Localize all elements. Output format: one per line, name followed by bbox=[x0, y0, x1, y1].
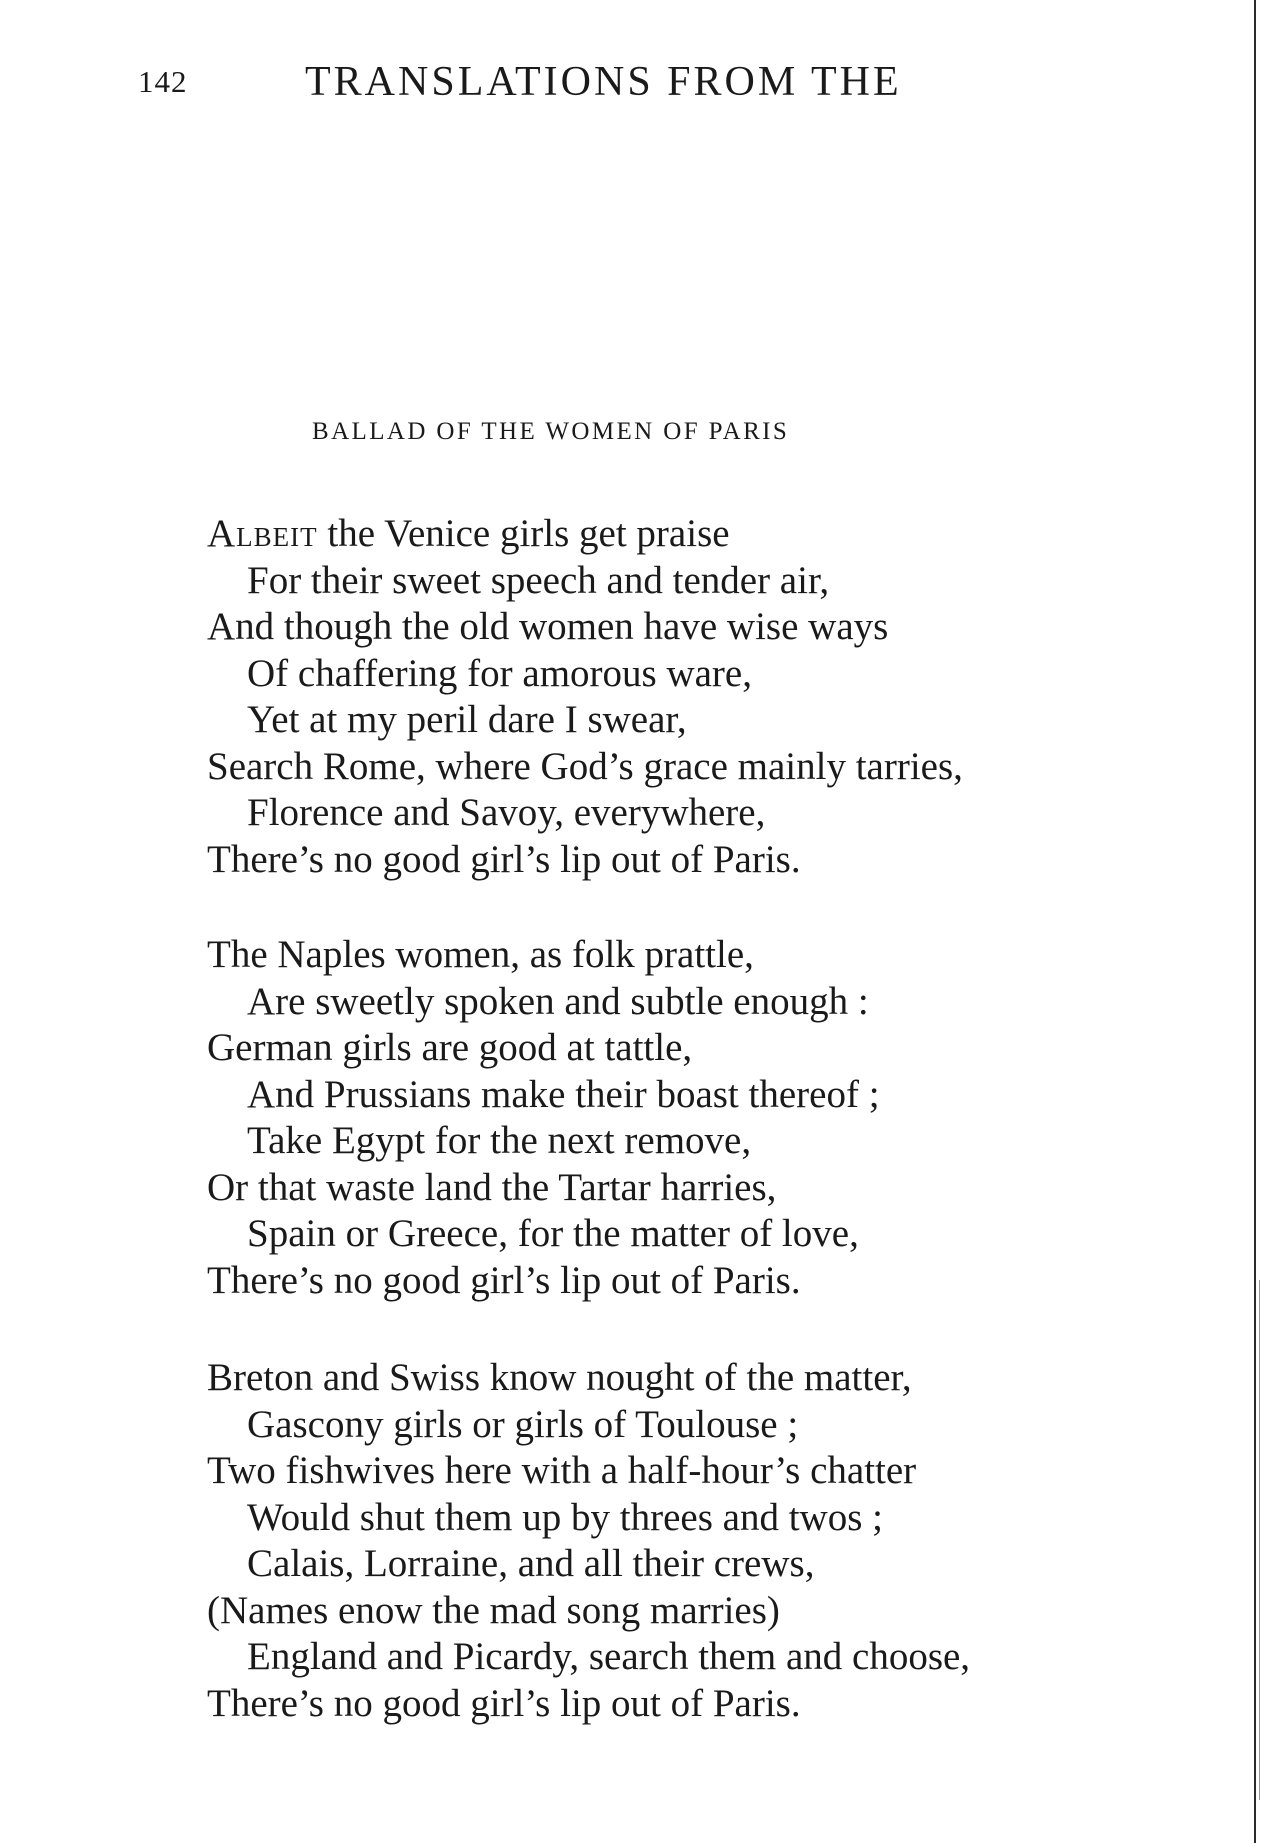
poem-line: German girls are good at tattle, bbox=[207, 1026, 693, 1069]
line-remainder: the Venice girls get praise bbox=[317, 512, 730, 555]
poem-line: Yet at my peril dare I swear, bbox=[247, 698, 687, 741]
poem-line: The Naples women, as folk prattle, bbox=[207, 933, 754, 976]
first-word: Albeit bbox=[207, 512, 318, 555]
stanza-3 bbox=[207, 1355, 1207, 1727]
page-binding-edge bbox=[1254, 0, 1256, 1843]
poem-line: (Names enow the mad song marries) bbox=[207, 1588, 780, 1632]
poem-line: Calais, Lorraine, and all their crews, bbox=[247, 1542, 815, 1585]
refrain-line: There’s no good girl’s lip out of Paris. bbox=[207, 1258, 801, 1302]
poem-title: BALLAD OF THE WOMEN OF PARIS bbox=[312, 418, 790, 445]
poem-line: Take Egypt for the next remove, bbox=[247, 1119, 752, 1162]
stanza-1 bbox=[207, 511, 1207, 883]
poem-line: Or that waste land the Tartar harries, bbox=[207, 1165, 777, 1209]
poem-line bbox=[207, 511, 1207, 558]
poem-line: Would shut them up by threes and twos ; bbox=[247, 1495, 883, 1539]
poem-line: And though the old women have wise ways bbox=[207, 605, 889, 648]
poem-line: And Prussians make their boast thereof ; bbox=[247, 1072, 880, 1116]
poem-line: For their sweet speech and tender air, bbox=[247, 558, 830, 602]
running-head: TRANSLATIONS FROM THE bbox=[305, 59, 902, 105]
poem-line: Of chaffering for amorous ware, bbox=[247, 651, 752, 695]
refrain-line: There’s no good girl’s lip out of Paris. bbox=[207, 1681, 801, 1725]
poem-line: Florence and Savoy, everywhere, bbox=[247, 791, 766, 834]
page-number: 142 bbox=[138, 64, 188, 99]
page-binding-edge-shadow bbox=[1259, 1280, 1260, 1800]
refrain-line: There’s no good girl’s lip out of Paris. bbox=[207, 837, 801, 881]
stanza-2 bbox=[207, 932, 1207, 1304]
poem-line: Search Rome, where God’s grace mainly tarries, bbox=[207, 744, 963, 788]
poem-line: Spain or Greece, for the matter of love, bbox=[247, 1212, 859, 1255]
poem-line: Are sweetly spoken and subtle enough : bbox=[247, 979, 869, 1023]
poem-line: England and Picardy, search them and choose, bbox=[247, 1635, 971, 1678]
poem-line: Two fishwives here with a half-hour’s chatter bbox=[207, 1449, 917, 1492]
poem-line: Breton and Swiss know nought of the matter, bbox=[207, 1356, 912, 1399]
poem-line: Gascony girls or girls of Toulouse ; bbox=[247, 1402, 799, 1446]
